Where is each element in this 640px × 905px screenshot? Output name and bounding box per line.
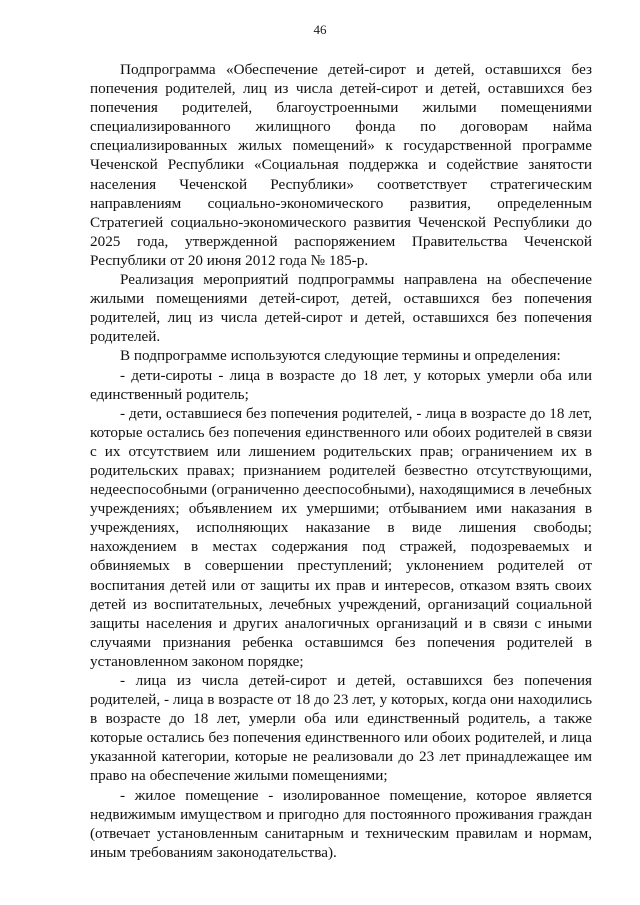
paragraph-subprogram-intro: Подпрограмма «Обеспечение детей-сирот и детей, оставшихся без попечения родителей, лиц из числа детей-сирот и детей, оставшихся без попечения родителей, благоустроенными жилыми помещениями специализированного жилищного фонда по договорам найма специализированных жилых помещений» к государственной программе Чеченской Республики «Социальная поддержка и содействие занятости населения Чеченской Республики» соответствует стратегическим направлениям социально-экономического развития, определенным Стратегией социально-экономического развития Чеченской Республики до 2025 года, утвержденной распоряжением Правительства Чеченской Республики от 20 июня 2012 года № 185-р. <box>90 61 592 269</box>
definition-dwelling: - жилое помещение - изолированное помещение, которое является недвижимым имуществом и пригодно для постоянного проживания граждан (отвечает установленным санитарным и техническим правилам и нормам, иным требованиям законодательства). <box>90 786 592 861</box>
paragraph-implementation: Реализация мероприятий подпрограммы направлена на обеспечение жилыми помещениями детей-сирот, детей, оставшихся без попечения родителей, лиц из числа детей-сирот и детей, оставшихся без попечения родителей. <box>90 271 592 346</box>
document-body <box>90 60 592 862</box>
definition-orphans: - дети-сироты - лица в возрасте до 18 лет, у которых умерли оба или единственный родитель; <box>90 366 592 403</box>
page-number: 46 <box>313 22 327 37</box>
definition-children-without-care: - дети, оставшиеся без попечения родителей, - лица в возрасте до 18 лет, которые остались без попечения единственного или обоих родителей в связи с их отсутствием или лишением родительских прав; ограничением их в родительских правах; признанием родителей безвестно отсутствующими, недееспособными (ограниченно дееспособными), находящимися в лечебных учреждениях; объявлением их умершими; отбыванием ими наказания в учреждениях, исполняющих наказание в виде лишения свободы; нахождением в местах содержания под стражей, подозреваемых и обвиняемых в совершении преступлений; уклонением родителей от воспитания детей или от защиты их прав и интересов, отказом взять своих детей из воспитательных, лечебных учреждений, организаций социальной защиты населения и других аналогичных организаций и в связи с иными случаями признания ребенка оставшимся без попечения родителей в установленном законом порядке; <box>90 404 592 670</box>
definition-persons-from-orphans: - лица из числа детей-сирот и детей, оставшихся без попечения родителей, - лица в возрасте от 18 до 23 лет, у которых, когда они находились в возрасте до 18 лет, умерли оба или единственный родитель, а также которые остались без попечения единственного или обоих родителей, и лица указанной категории, которые не реализовали до 23 лет принадлежащее им право на обеспечение жилыми помещениями; <box>90 672 592 785</box>
paragraph-terms-intro: В подпрограмме используются следующие термины и определения: <box>120 347 561 365</box>
